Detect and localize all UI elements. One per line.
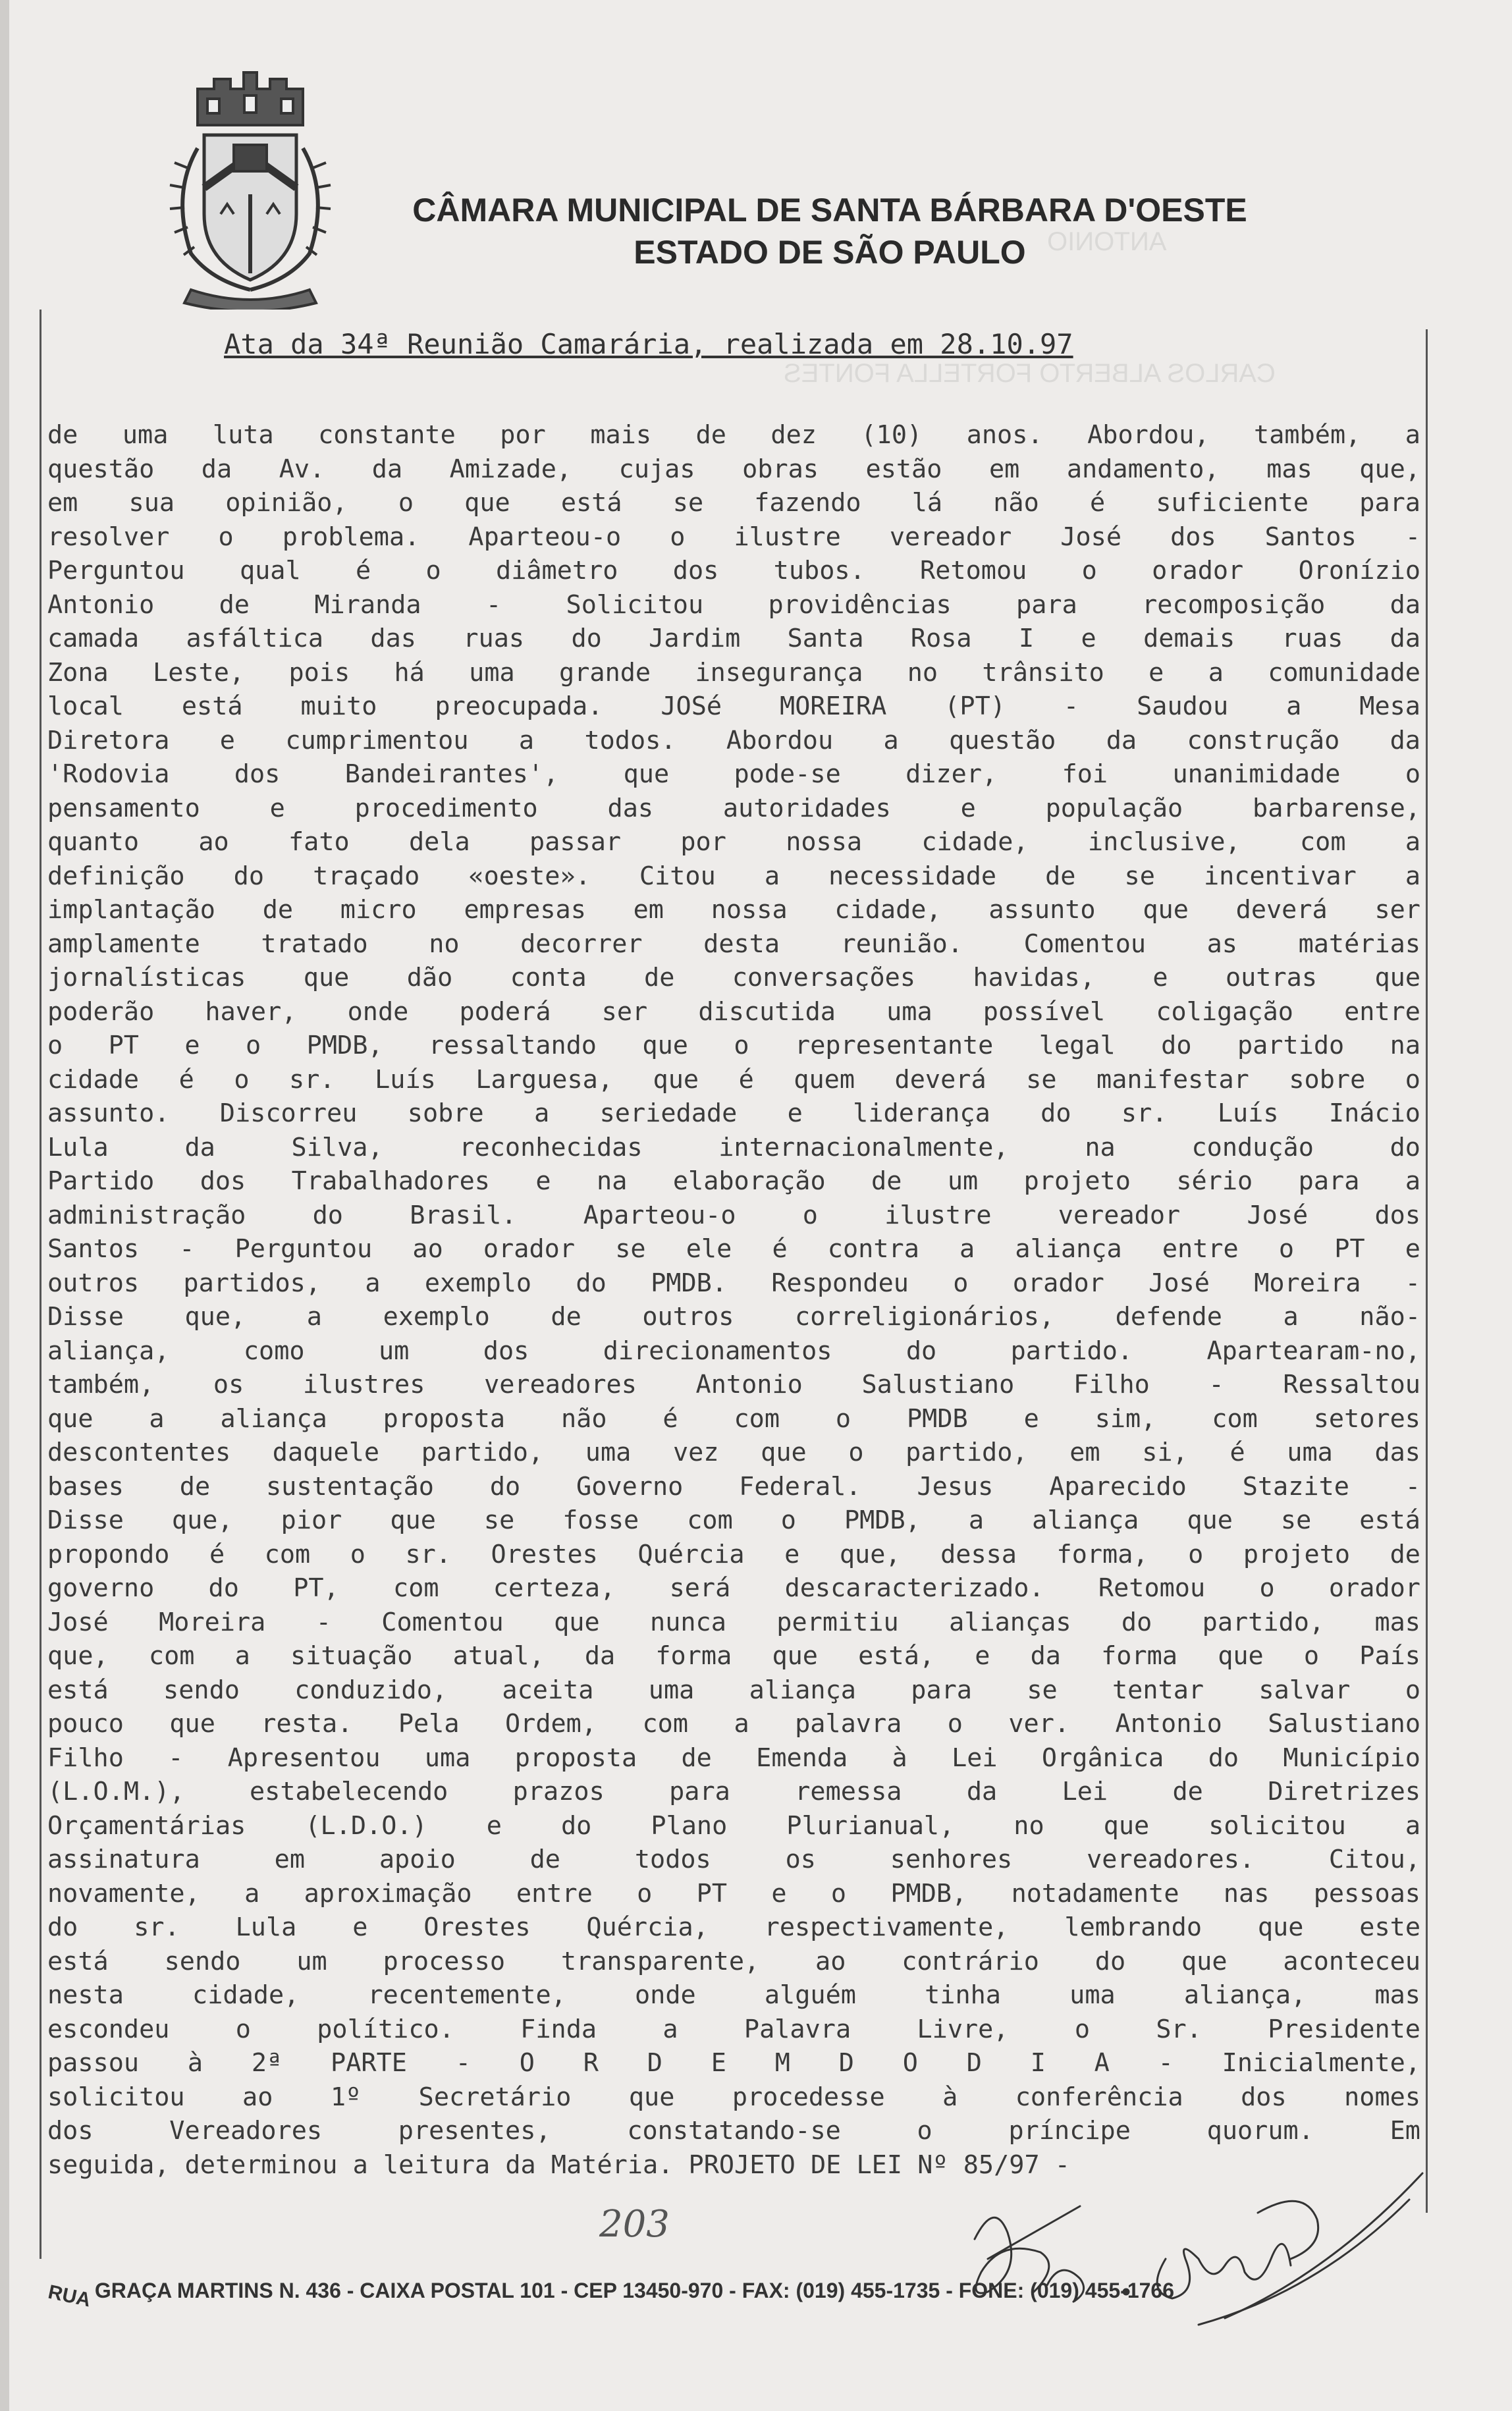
text-line: (L.O.M.), estabelecendo prazos para remessa da Lei de Diretrizes: [47, 1777, 1420, 1806]
text-line: Filho - Apresentou uma proposta de Emenda à Lei Orgânica do Município: [47, 1743, 1420, 1773]
footer-address: [46, 2279, 1429, 2312]
text-line: Disse que, pior que se fosse com o PMDB, a aliança que se está: [47, 1505, 1420, 1535]
text-line: questão da Av. da Amizade, cujas obras estão em andamento, mas que,: [47, 454, 1420, 484]
text-line: outros partidos, a exemplo do PMDB. Respondeu o orador José Moreira -: [47, 1268, 1420, 1298]
text-line: jornalísticas que dão conta de conversações havidas, e outras que: [47, 963, 1420, 992]
text-line: cidade é o sr. Luís Larguesa, que é quem deverá se manifestar sobre o: [47, 1064, 1420, 1095]
text-line: pouco que resta. Pela Ordem, com a palavra o ver. Antonio Salustiano: [47, 1709, 1420, 1739]
text-line: 'Rodovia dos Bandeirantes', que pode-se dizer, foi unanimidade o: [47, 759, 1420, 789]
text-line: do sr. Lula e Orestes Quércia, respectivamente, lembrando que este: [47, 1912, 1420, 1942]
minutes-body: [47, 418, 1420, 2182]
text-line: Lula da Silva, reconhecidas internacionalmente, na condução do: [47, 1132, 1420, 1162]
text-line: novamente, a aproximação entre o PT e o PMDB, notadamente nas pessoas: [47, 1878, 1420, 1909]
text-line: o PT e o PMDB, ressaltando que o representante legal do partido na: [47, 1031, 1420, 1060]
text-line: Partido dos Trabalhadores e na elaboração de um projeto sério para a: [47, 1166, 1420, 1196]
text-line: que, com a situação atual, da forma que está, e da forma que o País: [47, 1641, 1420, 1671]
institution-name: CÂMARA MUNICIPAL DE SANTA BÁRBARA D'OESTE: [412, 192, 1247, 229]
text-line: nesta cidade, recentemente, onde alguém tinha uma aliança, mas: [47, 1980, 1420, 2010]
text-line: passou à 2ª PARTE - O R D E M D O D I A - Inicialmente,: [47, 2048, 1420, 2078]
minutes-title: [224, 328, 1073, 360]
text-line: está sendo conduzido, aceita uma aliança para se tentar salvar o: [47, 1675, 1420, 1705]
text-line: Antonio de Miranda - Solicitou providências para recomposição da: [47, 589, 1420, 620]
text-line: solicitou ao 1º Secretário que procedesse à conferência dos nomes: [47, 2082, 1420, 2112]
text-line: escondeu o político. Finda a Palavra Livre, o Sr. Presidente: [47, 2014, 1420, 2044]
text-line: também, os ilustres vereadores Antonio Salustiano Filho - Ressaltou: [47, 1370, 1420, 1399]
text-line: bases de sustentação do Governo Federal. Jesus Aparecido Stazite -: [47, 1471, 1420, 1502]
text-line: administração do Brasil. Aparteou-o o ilustre vereador José dos: [47, 1200, 1420, 1230]
text-line: assinatura em apoio de todos os senhores vereadores. Citou,: [47, 1845, 1420, 1874]
text-line: José Moreira - Comentou que nunca permitiu alianças do partido, mas: [47, 1607, 1420, 1637]
bleed-through-text-1: ANTONIO: [1047, 227, 1167, 256]
text-line: que a aliança proposta não é com o PMDB e sim, com setores: [47, 1403, 1420, 1434]
text-line: Zona Leste, pois há uma grande insegurança no trânsito e a comunidade: [47, 657, 1420, 688]
left-border-line: [40, 310, 41, 2259]
text-line: governo do PT, com certeza, será descaracterizado. Retomou o orador: [47, 1573, 1420, 1603]
text-line: Disse que, a exemplo de outros correligionários, defende a não-: [47, 1302, 1420, 1332]
footer-rua: RUA: [46, 2281, 93, 2312]
text-line: está sendo um processo transparente, ao contrário do que aconteceu: [47, 1946, 1420, 1976]
text-line: pensamento e procedimento das autoridades e população barbarense,: [47, 793, 1420, 823]
state-name: ESTADO DE SÃO PAULO: [634, 234, 1026, 271]
coat-of-arms-logo: [151, 63, 349, 310]
text-line: local está muito preocupada. JOSé MOREIRA (PT) - Saudou a Mesa: [47, 691, 1420, 721]
text-line: assunto. Discorreu sobre a seriedade e liderança do sr. Luís Inácio: [47, 1098, 1420, 1128]
text-line: Diretora e cumprimentou a todos. Abordou a questão da construção da: [47, 725, 1420, 755]
bleed-through-text-2: CARLOS ALBERTO FORTELLA FONTES: [784, 359, 1276, 388]
text-line: aliança, como um dos direcionamentos do partido. Apartearam-no,: [47, 1336, 1420, 1366]
text-line: em sua opinião, o que está se fazendo lá não é suficiente para: [47, 488, 1420, 518]
right-border-line: [1426, 329, 1428, 2213]
text-line: poderão haver, onde poderá ser discutida uma possível coligação entre: [47, 996, 1420, 1027]
minutes-title-text: Ata da 34ª Reunião Camarária, realizada em 28.10.97: [224, 328, 1073, 360]
signature-scribble: [948, 2160, 1436, 2331]
text-line: Orçamentárias (L.D.O.) e do Plano Plurianual, no que solicitou a: [47, 1810, 1420, 1841]
footer-address-text: GRAÇA MARTINS N. 436 - CAIXA POSTAL 101 - CEP 13450-970 - FAX: (019) 455-1735 - FONE: (019) 455-1766: [94, 2279, 1174, 2302]
text-line: implantação de micro empresas em nossa cidade, assunto que deverá ser: [47, 895, 1420, 925]
text-line: resolver o problema. Aparteou-o o ilustre vereador José dos Santos -: [47, 522, 1420, 552]
handwritten-page-number: 203: [599, 2203, 670, 2246]
text-line: definição do traçado «oeste». Citou a necessidade de se incentivar a: [47, 861, 1420, 891]
letterhead: [408, 191, 1251, 271]
text-line: de uma luta constante por mais de dez (10) anos. Abordou, também, a: [47, 420, 1420, 450]
text-line: Santos - Perguntou ao orador se ele é contra a aliança entre o PT e: [47, 1234, 1420, 1264]
text-line: dos Vereadores presentes, constatando-se o príncipe quorum. Em: [47, 2116, 1420, 2146]
scan-edge: [0, 0, 9, 2411]
text-line: descontentes daquele partido, uma vez que o partido, em si, é uma das: [47, 1438, 1420, 1467]
text-line: quanto ao fato dela passar por nossa cidade, inclusive, com a: [47, 827, 1420, 857]
text-line: propondo é com o sr. Orestes Quércia e que, dessa forma, o projeto de: [47, 1539, 1420, 1569]
text-line: camada asfáltica das ruas do Jardim Santa Rosa I e demais ruas da: [47, 624, 1420, 653]
text-line: amplamente tratado no decorrer desta reunião. Comentou as matérias: [47, 929, 1420, 959]
text-line: seguida, determinou a leitura da Matéria. PROJETO DE LEI Nº 85/97 -: [47, 2150, 1070, 2180]
text-line: Perguntou qual é o diâmetro dos tubos. Retomou o orador Oronízio: [47, 556, 1420, 585]
